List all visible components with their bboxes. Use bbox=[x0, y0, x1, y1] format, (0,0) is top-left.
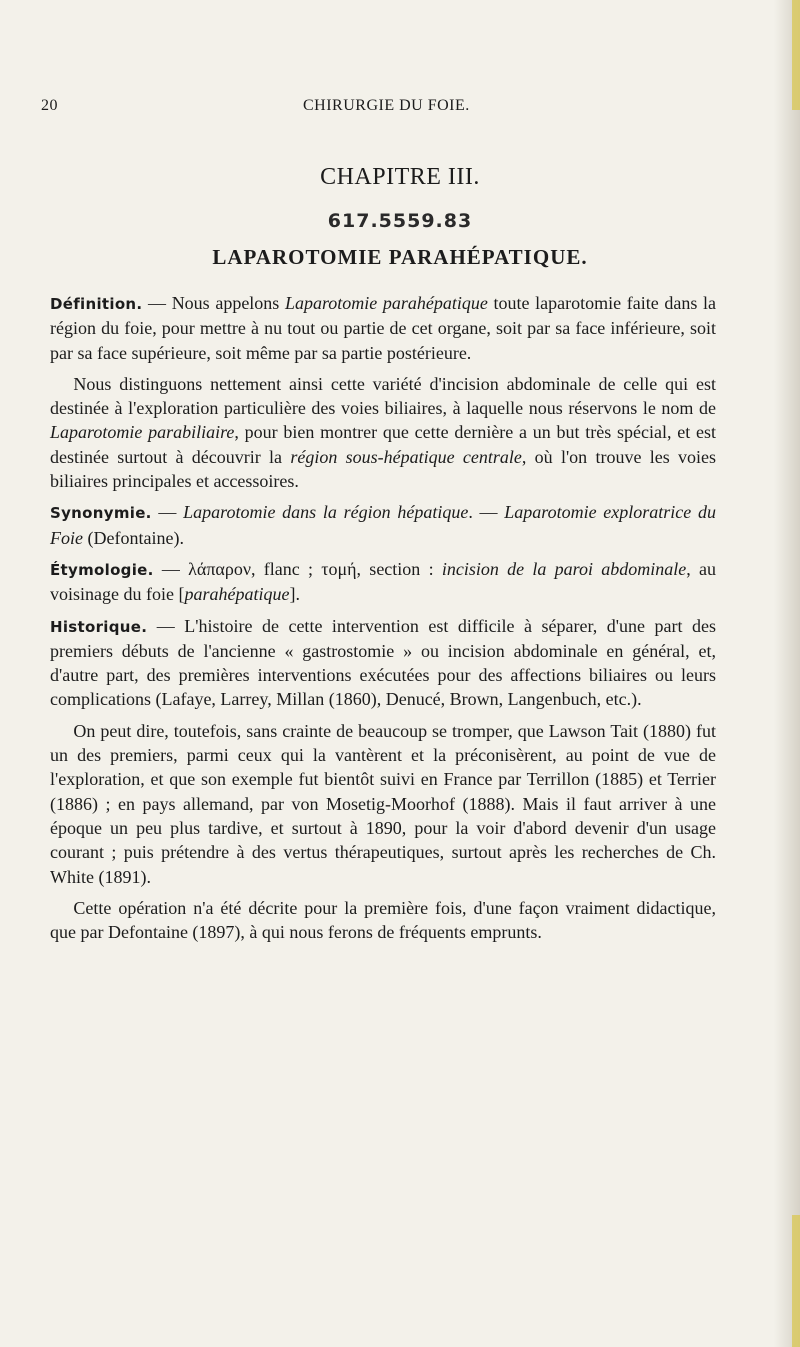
text-run: , pour bien montrer que cette dernière a un but très spécial, et est destinée surtout à découvrir la bbox=[50, 422, 716, 467]
text-run: — λάπαρον, flanc ; τομή, section : bbox=[153, 558, 442, 579]
text-run: — L'histoire de cette intervention est difficile à séparer, d'une part des premiers débuts de l'ancienne « gastrostomie » ou incision abdominale en général, et, d'autre part, des premières interventions exécutées pour des affections biliaires ou leurs complications (Lafaye, Larrey, Millan (1860), Denucé, Brown, Langenbuch, etc.). bbox=[50, 615, 716, 710]
text-run: Nous distinguons nettement ainsi cette variété d'incision abdominale de celle qui est destinée à l'exploration particulière des voies biliaires, à laquelle nous réservons le nom de bbox=[50, 373, 716, 419]
paragraph-historique bbox=[50, 614, 716, 712]
rubric-etymologie: Étymologie. bbox=[50, 560, 154, 579]
text-run: toute laparotomie faite dans la région du foie, pour mettre à nu tout ou partie de cet organe, soit par sa face inférieure, soit par sa face supérieure, soit même par sa partie postérieure. bbox=[50, 293, 717, 363]
chapter-title: LAPAROTOMIE PARAHÉPATIQUE. bbox=[212, 245, 588, 269]
text-run: , où l'on trouve les voies biliaires principales et accessoires. bbox=[50, 446, 716, 492]
italic-term: Laparotomie exploratrice du Foie bbox=[50, 502, 716, 548]
italic-term: Laparotomie parabiliaire bbox=[50, 422, 235, 443]
running-head-title: CHIRURGIE DU FOIE. bbox=[303, 97, 470, 114]
classification-mark: 617.5559.83 bbox=[327, 210, 473, 232]
paragraph-synonymie bbox=[50, 500, 716, 550]
paragraph-etymologie bbox=[50, 557, 716, 607]
text-run: — Nous appelons bbox=[142, 293, 285, 313]
chapter-label: CHAPITRE III. bbox=[320, 164, 480, 190]
rubric-synonymie: Synonymie. bbox=[50, 504, 152, 523]
page-edge-mark-bottom bbox=[792, 1215, 800, 1347]
paragraph-historique-3: Cette opération n'a été décrite pour la première fois, d'une façon vraiment didactique, que par Defontaine (1897), à qui nous ferons de fréquents emprunts. bbox=[50, 897, 716, 943]
italic-term: parahépatique bbox=[184, 584, 290, 605]
italic-term: région sous-hépatique centrale bbox=[290, 446, 522, 467]
italic-term: Laparotomie parahépatique bbox=[284, 293, 488, 313]
text-run: , au voisinage du foie [ bbox=[50, 558, 716, 605]
rubric-definition: Définition. bbox=[50, 295, 143, 313]
italic-term: incision de la paroi abdominale bbox=[441, 558, 687, 579]
page-edge-mark-top bbox=[792, 0, 800, 110]
paragraph-definition bbox=[50, 291, 716, 365]
running-head bbox=[41, 97, 681, 119]
italic-term: Laparotomie dans la région hépatique bbox=[183, 502, 469, 523]
body-text bbox=[50, 291, 716, 944]
text-run: (Defontaine). bbox=[83, 527, 184, 548]
page-number: 20 bbox=[41, 97, 58, 114]
paragraph-historique-2: On peut dire, toutefois, sans crainte de beaucoup se tromper, que Lawson Tait (1880) fut un des premiers, parmi ceux qui la vantèrent et la préconisèrent, au point de vue de l'exploration, et que son exemple fut bientôt suivi en France par Terrillon (1885) et Terrier (1886) ; en pays allemand, par von Mosetig-Moorhof (1888). Mais il faut arriver à une époque un peu plus tardive, et surtout à 1890, pour la voir d'abord devenir d'un usage courant ; puis prétendre à des vertus thérapeutiques, surtout après les recherches de Ch. White (1891). bbox=[50, 720, 716, 887]
page-edge-shadow bbox=[774, 0, 800, 1347]
text-run: . — bbox=[468, 502, 505, 523]
text-run: ]. bbox=[289, 584, 300, 605]
text-run: — bbox=[151, 502, 184, 523]
rubric-historique: Historique. bbox=[50, 617, 148, 636]
paragraph-definition-2 bbox=[50, 372, 716, 493]
